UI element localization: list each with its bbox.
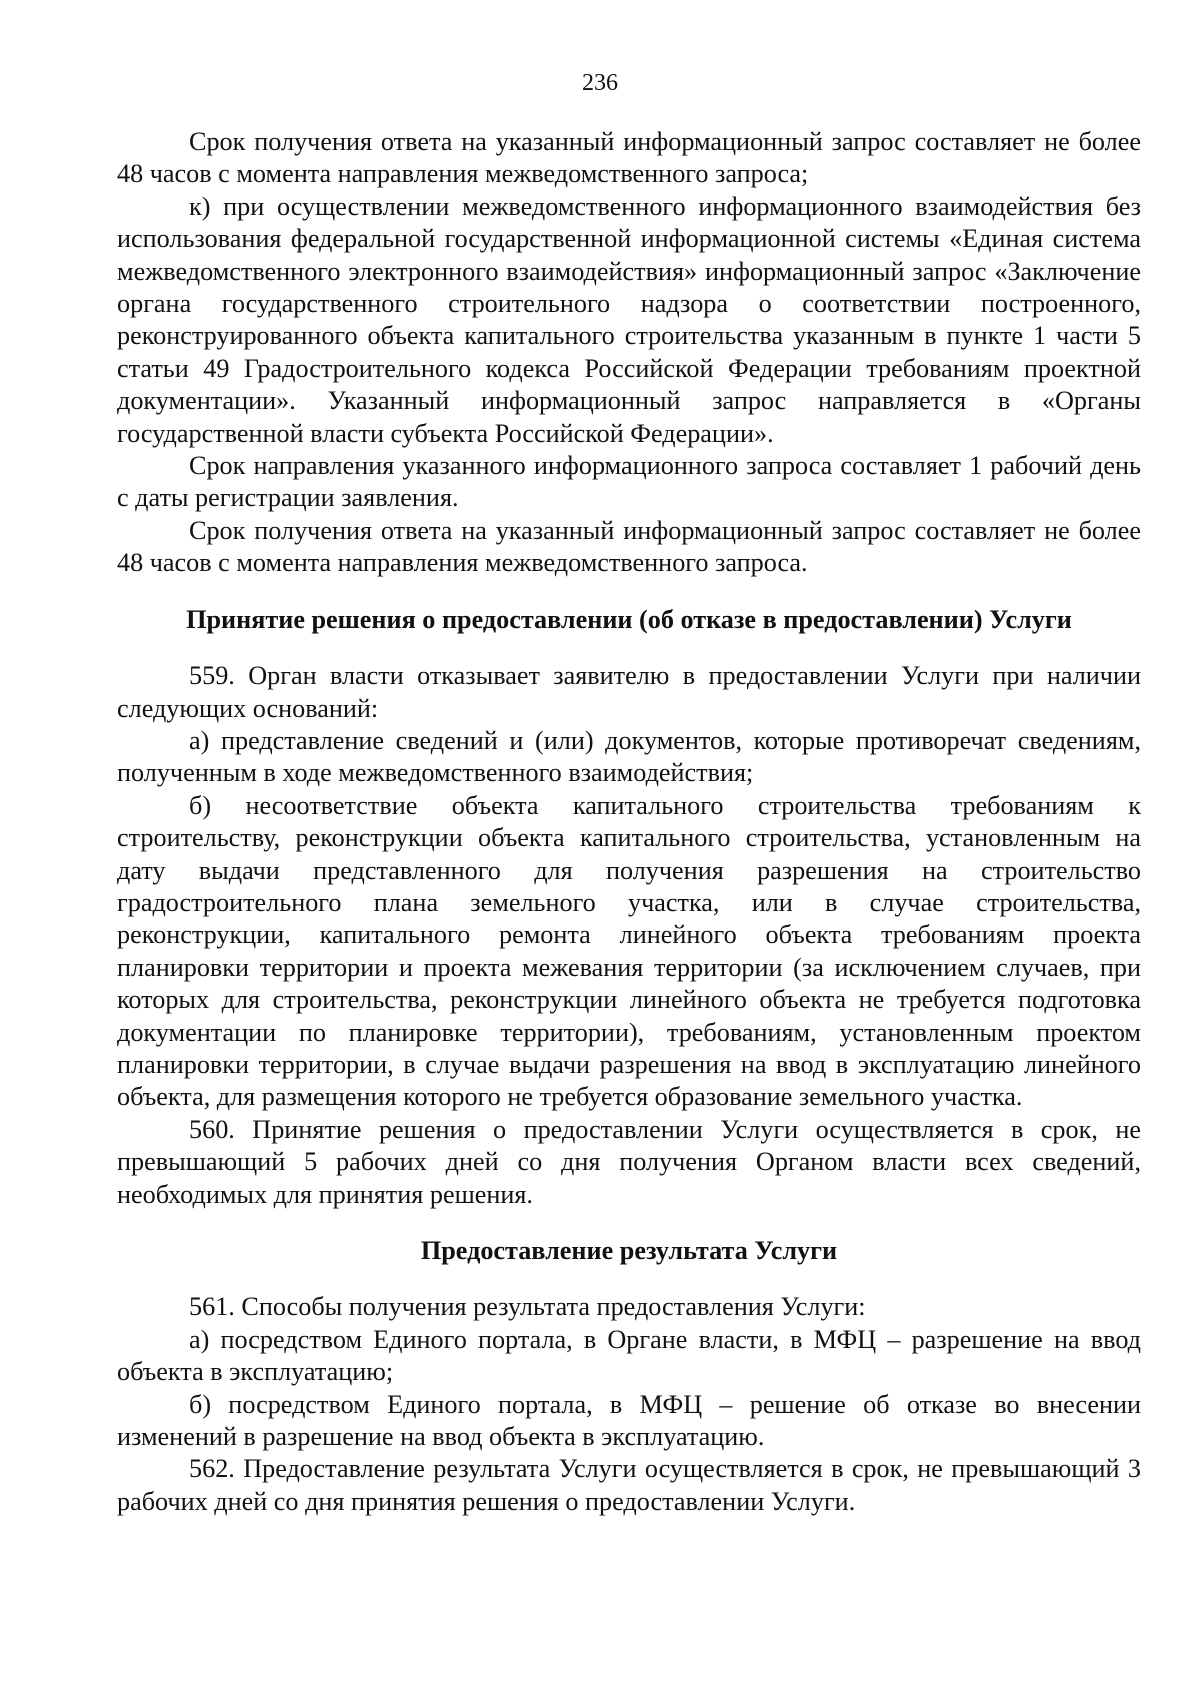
section-heading-decision: Принятие решения о предоставлении (об отказе в предоставлении) Услуги <box>186 604 1072 634</box>
paragraph-response-deadline-2: Срок получения ответа на указанный информационный запрос составляет не более 48 часов с момента направления межведомственного запроса. <box>117 515 1141 578</box>
paragraph-561: 561. Способы получения результата предоставления Услуги: <box>189 1292 866 1322</box>
paragraph-561-b: б) посредством Единого портала, в МФЦ – решение об отказе во внесении изменений в разрешение на ввод объекта в эксплуатацию. <box>117 1389 1141 1452</box>
page-number: 236 <box>582 70 618 96</box>
paragraph-559-a: а) представление сведений и (или) документов, которые противоречат сведениям, полученным в ходе межведомственного взаимодействия; <box>117 725 1141 788</box>
section-heading-result: Предоставление результата Услуги <box>420 1236 838 1265</box>
paragraph-562: 562. Предоставление результата Услуги осуществляется в срок, не превышающий 3 рабочих дней со дня принятия решения о предоставлении Услуги. <box>117 1454 1141 1516</box>
paragraph-559-b: б) несоответствие объекта капитального строительства требованиям к строительству, реконструкции объекта капитального строительства, установленным на дату выдачи представленного для получения разрешения на строительство градостроительного плана земельного участка, или в случае строительства, реконструкции, капитального ремонта линейного объекта требованиям проекта планировки территории и проекта межевания территории (за исключением случаев, при которых для строительства, реконструкции линейного объекта не требуется подготовка документации по планировке территории), требованиям, установленным проектом планировки территории, в случае выдачи разрешения на ввод в эксплуатацию линейного объекта, для размещения которого не требуется образование земельного участка. <box>117 790 1141 1112</box>
paragraph-561-a: а) посредством Единого портала, в Органе власти, в МФЦ – разрешение на ввод объекта в эксплуатацию; <box>117 1324 1141 1387</box>
paragraph-response-deadline-1: Срок получения ответа на указанный информационный запрос составляет не более 48 часов с момента направления межведомственного запроса; <box>117 127 1141 189</box>
paragraph-559: 559. Орган власти отказывает заявителю в предоставлении Услуги при наличии следующих оснований: <box>117 661 1141 723</box>
document-body <box>117 126 1141 1518</box>
paragraph-560: 560. Принятие решения о предоставлении Услуги осуществляется в срок, не превышающий 5 рабочих дней со дня получения Органом власти всех сведений, необходимых для принятия решения. <box>117 1114 1141 1209</box>
paragraph-item-k: к) при осуществлении межведомственного информационного взаимодействия без использования федеральной государственной информационной системы «Единая система межведомственного электронного взаимодействия» информационный запрос «Заключение органа государственного строительного надзора о соответствии построенного, реконструированного объекта капитального строительства указанным в пункте 1 части 5 статьи 49 Градостроительного кодекса Российской Федерации требованиям проектной документации». Указанный информационный запрос направляется в «Органы государственной власти субъекта Российской Федерации». <box>117 191 1141 448</box>
paragraph-request-deadline: Срок направления указанного информационного запроса составляет 1 рабочий день с даты регистрации заявления. <box>117 451 1141 513</box>
